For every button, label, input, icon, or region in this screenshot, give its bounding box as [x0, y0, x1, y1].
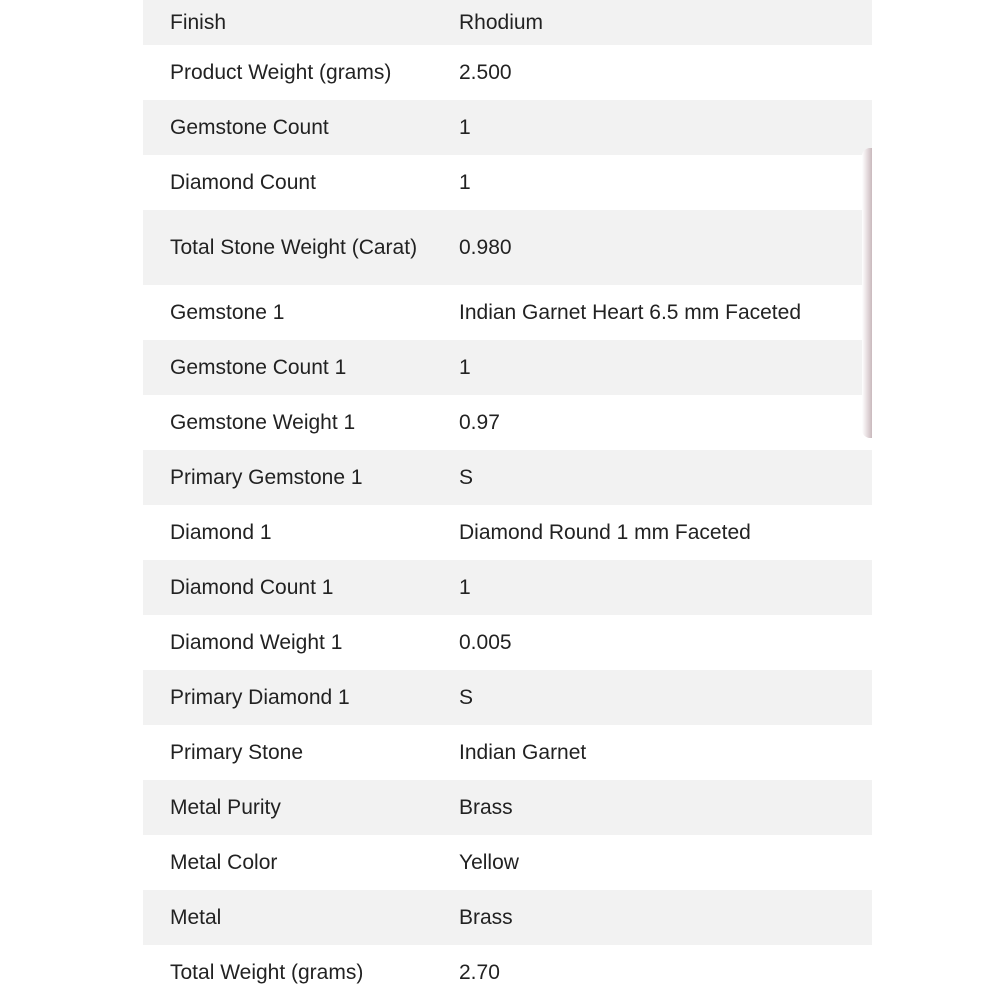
- spec-row-diamond-1: [143, 505, 872, 560]
- spec-label: Finish: [170, 10, 227, 34]
- spec-label: Diamond Weight 1: [170, 630, 343, 654]
- spec-value: 0.980: [459, 235, 512, 259]
- spec-value: 1: [459, 170, 471, 194]
- spec-label: Metal Color: [170, 850, 278, 874]
- spec-label: Primary Gemstone 1: [170, 465, 363, 489]
- spec-label: Product Weight (grams): [170, 60, 392, 84]
- spec-value: 1: [459, 355, 471, 379]
- spec-row-primary-diamond-1: [143, 670, 872, 725]
- spec-row-gemstone-count-1: [143, 340, 872, 395]
- spec-value: 2.500: [459, 60, 512, 84]
- spec-row-gemstone-1: [143, 285, 872, 340]
- spec-row-diamond-count: [143, 155, 872, 210]
- spec-row-metal-color: [143, 835, 872, 890]
- spec-value: Rhodium: [459, 10, 544, 34]
- spec-row-metal-purity: [143, 780, 872, 835]
- spec-value: Yellow: [459, 850, 519, 874]
- spec-value: Indian Garnet: [459, 740, 587, 764]
- spec-row-primary-gemstone-1: [143, 450, 872, 505]
- spec-row-total-stone-weight: [143, 210, 872, 285]
- spec-value: Diamond Round 1 mm Faceted: [459, 520, 751, 544]
- spec-value: S: [459, 685, 474, 709]
- product-specifications-table: [143, 0, 872, 1000]
- spec-row-diamond-count-1: [143, 560, 872, 615]
- spec-row-gemstone-weight-1: [143, 395, 872, 450]
- spec-label: Diamond Count 1: [170, 575, 334, 599]
- spec-label: Metal Purity: [170, 795, 281, 819]
- spec-value: Brass: [459, 905, 513, 929]
- spec-row-diamond-weight-1: [143, 615, 872, 670]
- spec-value: Brass: [459, 795, 513, 819]
- spec-row-metal: [143, 890, 872, 945]
- spec-value: 2.70: [459, 960, 500, 984]
- spec-row-finish: [143, 0, 872, 45]
- spec-label: Gemstone Weight 1: [170, 410, 356, 434]
- spec-label: Metal: [170, 905, 222, 929]
- spec-label: Primary Stone: [170, 740, 304, 764]
- spec-row-primary-stone: [143, 725, 872, 780]
- spec-label: Diamond 1: [170, 520, 272, 544]
- scrollbar-thumb[interactable]: [862, 148, 872, 438]
- spec-label: Total Weight (grams): [170, 960, 364, 984]
- spec-value: 1: [459, 575, 471, 599]
- spec-label: Diamond Count: [170, 170, 316, 194]
- spec-value: 0.005: [459, 630, 512, 654]
- spec-label: Gemstone Count 1: [170, 355, 347, 379]
- spec-row-product-weight: [143, 45, 872, 100]
- spec-label: Gemstone Count: [170, 115, 329, 139]
- spec-value: Indian Garnet Heart 6.5 mm Faceted: [459, 300, 801, 324]
- spec-row-gemstone-count: [143, 100, 872, 155]
- spec-value: S: [459, 465, 474, 489]
- spec-label: Gemstone 1: [170, 300, 285, 324]
- spec-label: Primary Diamond 1: [170, 685, 350, 709]
- spec-value: 0.97: [459, 410, 500, 434]
- spec-value: 1: [459, 115, 471, 139]
- spec-row-total-weight: [143, 945, 872, 1000]
- spec-label: Total Stone Weight (Carat): [170, 235, 418, 259]
